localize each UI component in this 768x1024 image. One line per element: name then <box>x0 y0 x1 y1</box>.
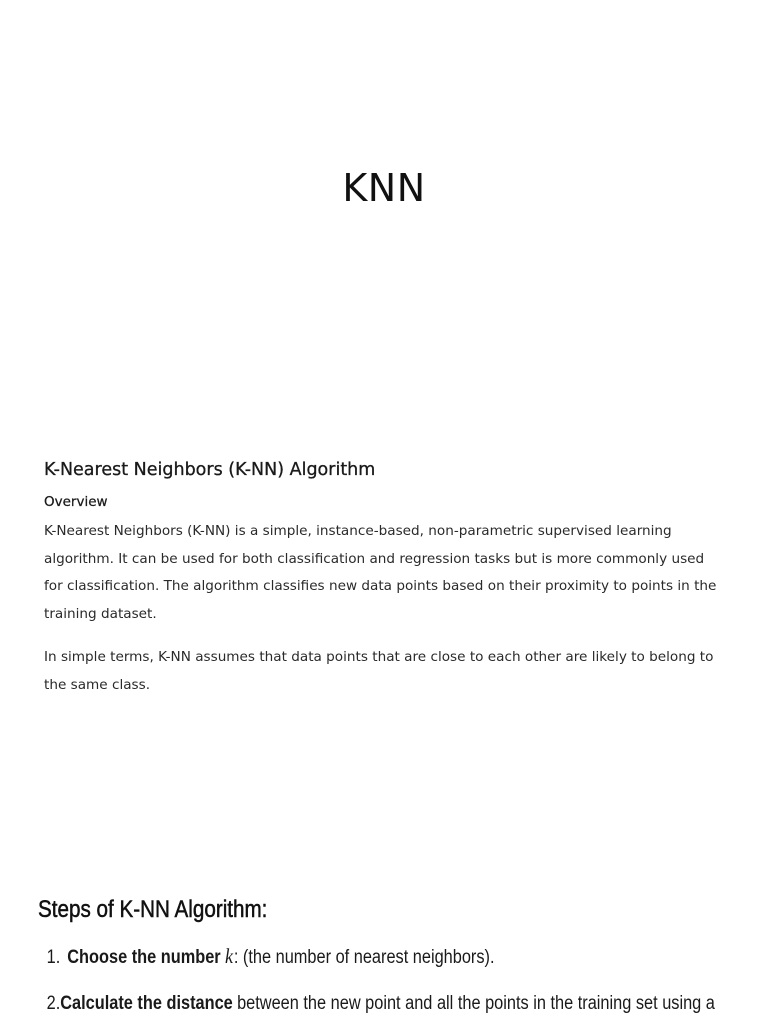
intro-section <box>44 460 724 715</box>
step-item-1 <box>38 944 640 969</box>
step-text: between the new point and all the points in the training set using a <box>237 993 715 1014</box>
step-number: 1. <box>46 947 61 968</box>
overview-subheading: Overview <box>44 494 108 510</box>
step-number: 2. <box>46 993 61 1014</box>
step-item-2 <box>38 993 715 1015</box>
document-title: KNN <box>342 166 426 210</box>
step-bold-text: Choose the number <box>67 947 221 968</box>
overview-paragraph-1: K-Nearest Neighbors (K-NN) is a simple, instance-based, non-parametric supervised learning algorithm. It can be used for both classification and regression tasks but is more commonly used for classification. The algorithm classifies new data points based on their proximity to points in the training dataset. <box>44 523 717 622</box>
steps-section <box>38 896 738 1024</box>
step-variable: k <box>224 944 233 968</box>
steps-list <box>38 944 738 1015</box>
steps-heading: Steps of K-NN Algorithm: <box>38 896 268 923</box>
section-heading: K-Nearest Neighbors (K-NN) Algorithm <box>44 460 376 480</box>
step-bold-text: Calculate the distance <box>60 993 233 1014</box>
step-text: : (the number of nearest neighbors). <box>233 947 495 968</box>
overview-paragraph-2: In simple terms, K-NN assumes that data points that are close to each other are likely to belong to the same class. <box>44 649 714 693</box>
